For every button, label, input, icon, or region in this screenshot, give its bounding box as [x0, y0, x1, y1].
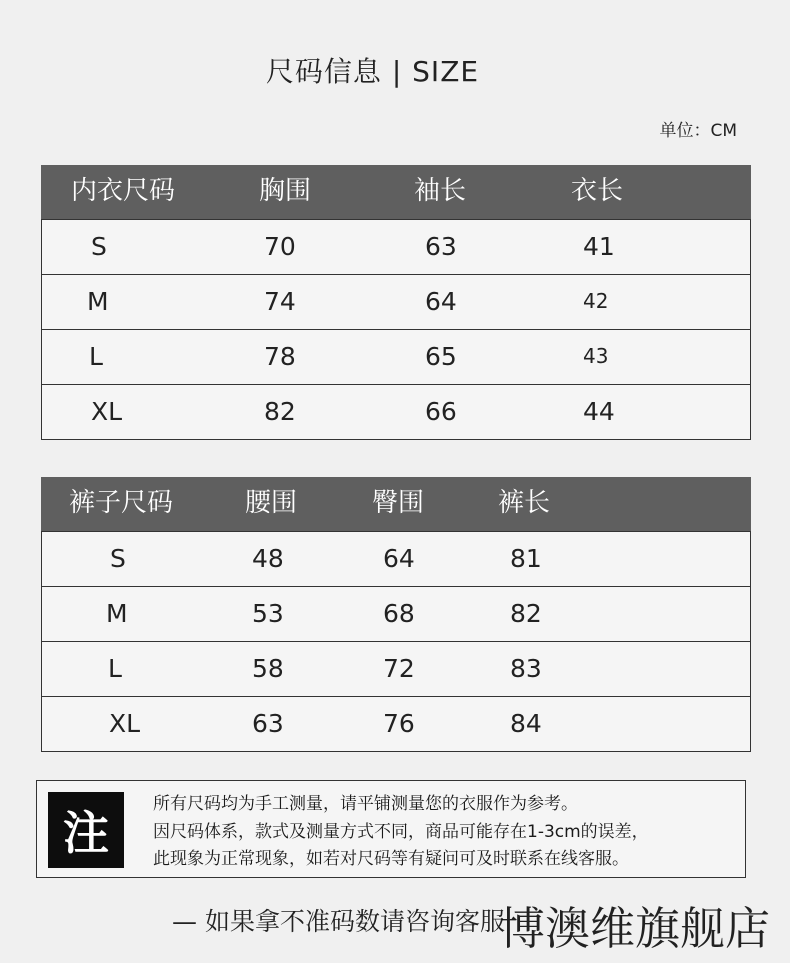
table-row: [42, 329, 750, 384]
value-cell: 76: [383, 709, 415, 738]
bottom-table-header: [41, 477, 751, 531]
table-row: [42, 219, 750, 274]
value-cell: 72: [383, 654, 415, 683]
size-cell: M: [106, 599, 128, 628]
value-cell: 48: [252, 544, 284, 573]
value-cell: 82: [264, 397, 296, 426]
size-cell: S: [110, 544, 126, 573]
footer-hint: — 如果拿不准码数请咨询客服: [172, 907, 505, 936]
note-line: 因尺码体系，款式及测量方式不同，商品可能存在1-3cm的误差，: [153, 821, 649, 842]
size-cell: XL: [91, 397, 123, 426]
value-cell: 41: [583, 232, 615, 261]
value-cell: 83: [510, 654, 542, 683]
header-cell: 胸围: [259, 176, 312, 206]
value-cell: 82: [510, 599, 542, 628]
value-cell: 63: [252, 709, 284, 738]
header-cell: 裤子尺码: [69, 488, 174, 518]
size-cell: XL: [109, 709, 141, 738]
size-cell: L: [89, 342, 103, 371]
value-cell: 81: [510, 544, 542, 573]
note-badge: 注: [48, 792, 124, 868]
table-row: [42, 384, 750, 439]
value-cell: 58: [252, 654, 284, 683]
size-cell: L: [108, 654, 122, 683]
note-box: [36, 780, 746, 878]
page-title: 尺码信息 | SIZE: [265, 55, 480, 88]
header-cell: 腰围: [245, 488, 298, 518]
unit-label: 单位：CM: [659, 121, 737, 141]
table-row: [42, 641, 750, 696]
size-cell: S: [91, 232, 107, 261]
value-cell: 64: [383, 544, 415, 573]
store-watermark: 博澳维旗舰店: [500, 902, 771, 955]
value-cell: 84: [510, 709, 542, 738]
size-cell: M: [87, 287, 109, 316]
table-row: [42, 531, 750, 586]
note-line: 所有尺码均为手工测量，请平铺测量您的衣服作为参考。: [153, 794, 578, 814]
note-line: 此现象为正常现象，如若对尺码等有疑问可及时联系在线客服。: [153, 849, 629, 869]
bottom-size-table: [41, 477, 751, 752]
header-cell: 内衣尺码: [71, 176, 176, 206]
value-cell: 65: [425, 342, 457, 371]
value-cell: 63: [425, 232, 457, 261]
value-cell: 42: [583, 289, 609, 313]
value-cell: 53: [252, 599, 284, 628]
header-cell: 裤长: [498, 488, 551, 518]
value-cell: 43: [583, 344, 609, 368]
bottom-table-body: [41, 531, 751, 752]
header-cell: 臀围: [372, 488, 425, 518]
value-cell: 66: [425, 397, 457, 426]
table-row: [42, 586, 750, 641]
top-size-table: [41, 165, 751, 440]
top-table-header: [41, 165, 751, 219]
header-cell: 衣长: [571, 176, 624, 206]
value-cell: 44: [583, 397, 615, 426]
header-cell: 袖长: [414, 176, 467, 206]
value-cell: 74: [264, 287, 296, 316]
value-cell: 70: [264, 232, 296, 261]
value-cell: 68: [383, 599, 415, 628]
value-cell: 78: [264, 342, 296, 371]
table-row: [42, 696, 750, 751]
value-cell: 64: [425, 287, 457, 316]
table-row: [42, 274, 750, 329]
note-text: [153, 791, 649, 874]
top-table-body: [41, 219, 751, 440]
